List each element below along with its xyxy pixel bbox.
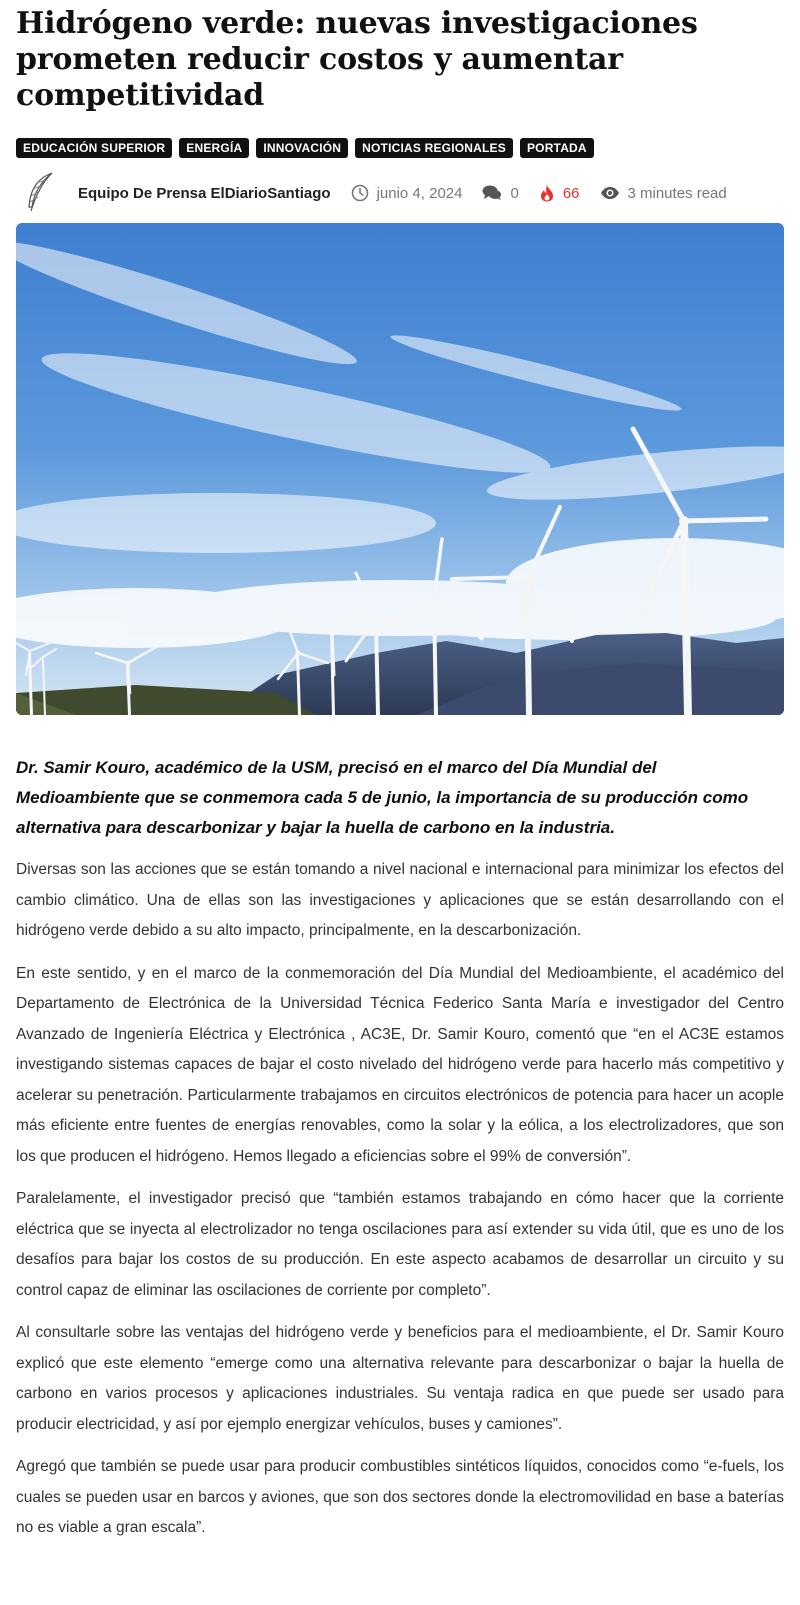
hot-meta: [539, 184, 580, 202]
article-lead: Dr. Samir Kouro, académico de la USM, precisó en el marco del Día Mundial del Medioambiente que se conmemora cada 5 de junio, la importancia de su producción como alternativa para descarbonizar y bajar la huella de carbono en la industria.: [16, 758, 749, 837]
article-paragraph: Al consultarle sobre las ventajas del hidrógeno verde y beneficios para el medioambiente, el Dr. Samir Kouro explicó que este elemento “emerge como una alternativa relevante para descarbonizar o bajar la huella de carbono en varios procesos y aplicaciones industriales. Su ventaja radica en que puede ser usado para producir electricidad, y así por ejemplo energizar vehículos, buses y camiones”.: [16, 1324, 784, 1433]
fire-icon: [539, 184, 555, 202]
comment-count: 0: [510, 184, 519, 202]
hot-count: 66: [562, 184, 580, 202]
category-tag[interactable]: EDUCACIÓN SUPERIOR: [16, 138, 172, 158]
category-list: [16, 138, 784, 158]
article-paragraph: Paralelamente, el investigador precisó que “también estamos trabajando en cómo hacer que la corriente eléctrica que se inyecta al electrolizador no tenga oscilaciones para así extender su vida útil, que es uno de los desafíos para bajar los costos de su producción. En este aspecto acabamos de desarrollar un circuito y su control capaz de eliminar las oscilaciones de corriente por completo”.: [16, 1190, 784, 1299]
read-time: 3 minutes read: [627, 184, 727, 202]
article-meta: [16, 169, 784, 217]
clock-icon: [351, 184, 369, 202]
category-tag[interactable]: ENERGÍA: [179, 138, 249, 158]
category-tag[interactable]: PORTADA: [520, 138, 594, 158]
comments-icon: [482, 185, 502, 201]
read-time-meta: [600, 185, 727, 202]
date-meta: [351, 184, 463, 202]
featured-image: [16, 223, 784, 715]
article-paragraph: Diversas son las acciones que se están tomando a nivel nacional e internacional para minimizar los efectos del cambio climático. Una de ellas son las investigaciones y aplicaciones que se están desarrollando con el hidrógeno verde debido a su alto impacto, principalmente, en la descarbonización.: [16, 861, 784, 939]
category-tag[interactable]: INNOVACIÓN: [256, 138, 348, 158]
comments-meta[interactable]: [482, 185, 518, 202]
feather-icon[interactable]: [16, 169, 64, 217]
author-link[interactable]: Equipo De Prensa ElDiarioSantiago: [78, 184, 331, 202]
publish-date: junio 4, 2024: [376, 184, 463, 202]
eye-icon: [600, 186, 620, 200]
article-title: Hidrógeno verde: nuevas investigaciones prometen reducir costos y aumentar competitividad: [16, 6, 698, 113]
article-paragraph: Agregó que también se puede usar para producir combustibles sintéticos líquidos, conocidos como “e-fuels, los cuales se pueden usar en barcos y aviones, que son dos sectores donde la electromovilidad en base a baterías no es viable a gran escala”.: [16, 1458, 784, 1536]
article-paragraph: En este sentido, y en el marco de la conmemoración del Día Mundial del Medioambiente, el académico del Departamento de Electrónica de la Universidad Técnica Federico Santa María e investigador del Centro Avanzado de Ingeniería Eléctrica y Electrónica , AC3E, Dr. Samir Kouro, comentó que “en el AC3E estamos investigando sistemas capaces de bajar el costo nivelado del hidrógeno verde para hacerlo más competitivo y acelerar su penetración. Particularmente trabajamos en circuitos electrónicos de potencia para hacer un acople más eficiente entre fuentes de energías renovables, como la solar y la eólica, a los electrolizadores, que son los que producen el hidrógeno. Hemos llegado a eficiencias sobre el 99% de conversión”.: [16, 964, 784, 1165]
category-tag[interactable]: NOTICIAS REGIONALES: [355, 138, 513, 158]
